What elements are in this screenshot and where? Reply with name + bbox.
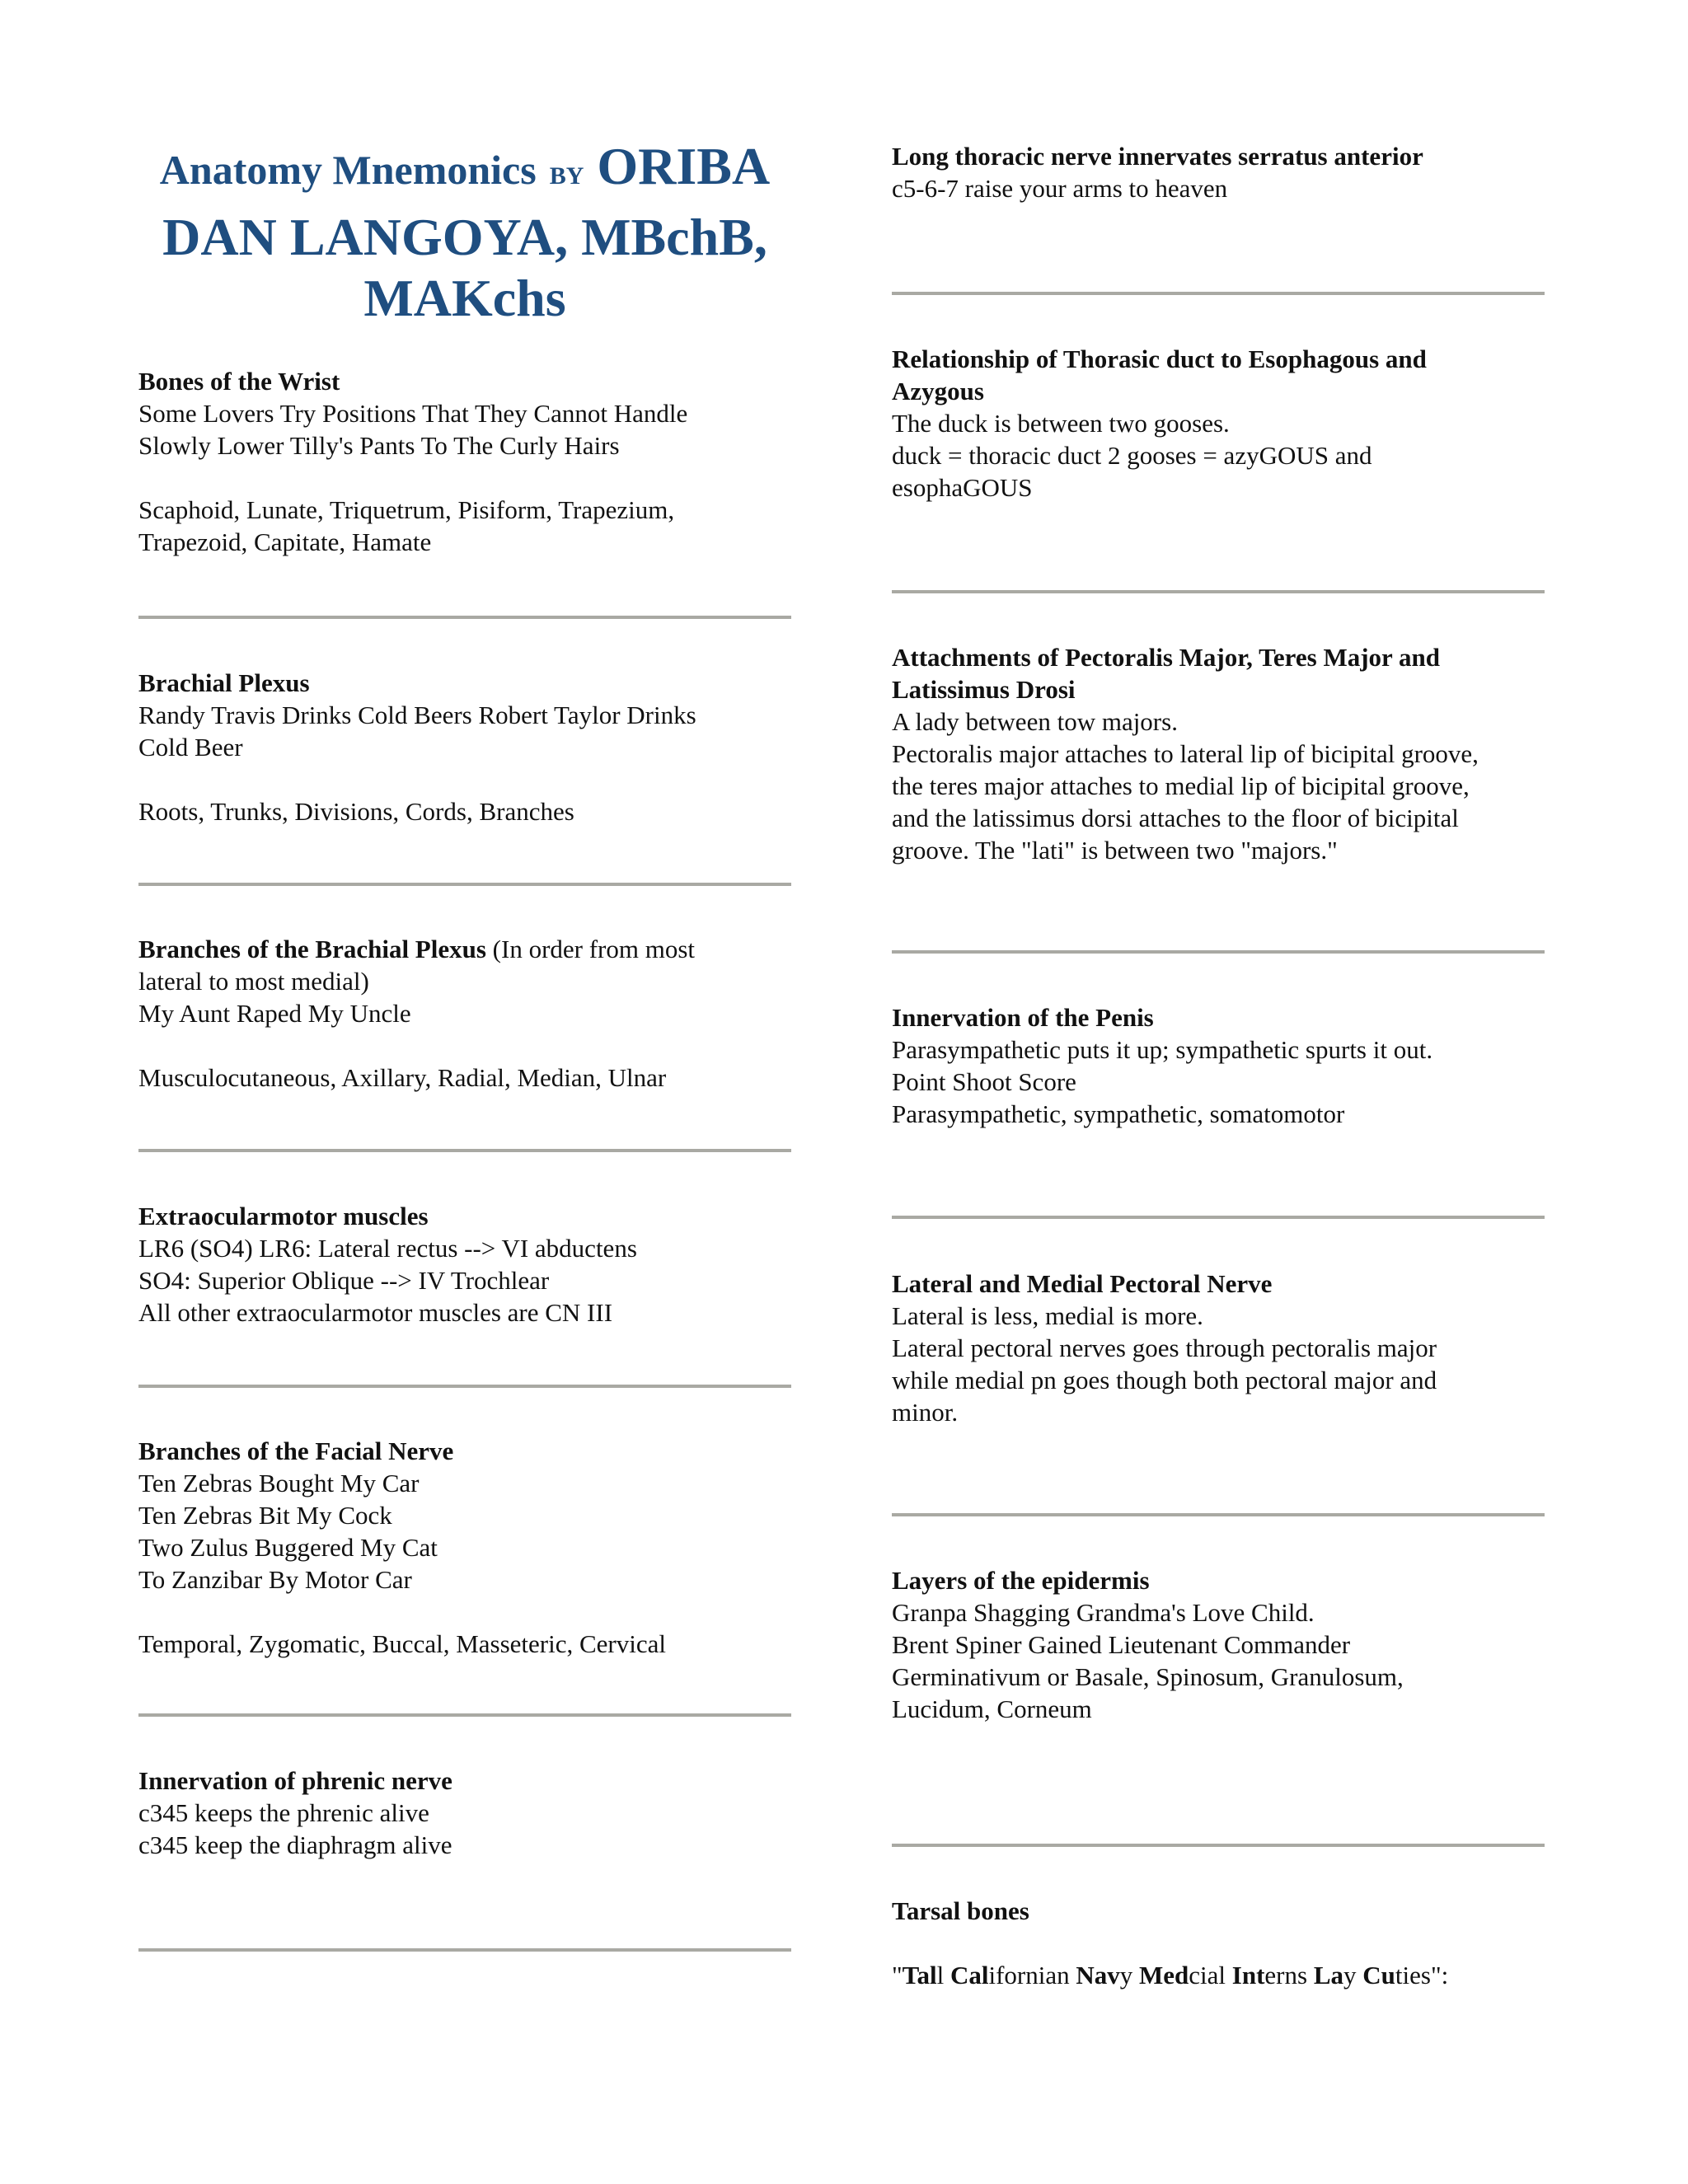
- section-line: Parasympathetic puts it up; sympathetic spurts it out.: [892, 1035, 1433, 1064]
- section-heading: Brachial Plexus: [138, 668, 310, 697]
- section-heading: Layers of the epidermis: [892, 1566, 1150, 1595]
- section-line: Ten Zebras Bought My Car: [138, 1469, 420, 1497]
- section-line: SO4: Superior Oblique --> IV Trochlear: [138, 1266, 550, 1295]
- divider: [138, 1948, 791, 1952]
- section-line: LR6 (SO4) LR6: Lateral rectus --> VI abductens: [138, 1234, 637, 1263]
- section-line: Granpa Shagging Grandma's Love Child.: [892, 1598, 1315, 1627]
- section-line: Lateral is less, medial is more.: [892, 1301, 1203, 1330]
- section-line: Slowly Lower Tilly's Pants To The Curly Hairs: [138, 431, 620, 460]
- divider: [138, 616, 791, 619]
- section-line: Randy Travis Drinks Cold Beers Robert Taylor Drinks: [138, 701, 696, 729]
- section-line: lateral to most medial): [138, 967, 369, 996]
- section-pectoralis: [892, 641, 1545, 866]
- section-pectoral-nerve: [892, 1268, 1545, 1428]
- section-thoracic-duct: [892, 343, 1545, 504]
- section-facial-nerve: [138, 1435, 791, 1660]
- section-brachial-plexus: [138, 667, 791, 827]
- divider: [138, 883, 791, 886]
- section-heading: Extraocularmotor muscles: [138, 1202, 429, 1230]
- section-line: Lucidum, Corneum: [892, 1694, 1092, 1723]
- section-line: A lady between tow majors.: [892, 707, 1178, 736]
- section-penis: [892, 1001, 1545, 1130]
- tarsal-segment: Nav: [1076, 1961, 1120, 1990]
- page-title: [138, 136, 791, 329]
- section-line: Parasympathetic, sympathetic, somatomotor: [892, 1099, 1345, 1128]
- section-line: c345 keep the diaphragm alive: [138, 1830, 452, 1859]
- section-heading: Branches of the Brachial Plexus: [138, 935, 486, 963]
- section-line: Point Shoot Score: [892, 1067, 1076, 1096]
- tarsal-segment: y: [1119, 1961, 1140, 1990]
- title-line2: DAN LANGOYA, MBchB,: [162, 208, 767, 266]
- tarsal-segment: La: [1313, 1961, 1344, 1990]
- divider: [892, 590, 1545, 593]
- section-line: Some Lovers Try Positions That They Cannot Handle: [138, 399, 688, 428]
- divider: [892, 1844, 1545, 1847]
- title-part2: ORIBA: [597, 137, 771, 195]
- tarsal-segment: Int: [1231, 1961, 1265, 1990]
- section-line: esophaGOUS: [892, 473, 1033, 502]
- section-heading: Long thoracic nerve innervates serratus anterior: [892, 142, 1423, 171]
- section-line: Roots, Trunks, Divisions, Cords, Branches: [138, 797, 574, 826]
- section-line: Musculocutaneous, Axillary, Radial, Median, Ulnar: [138, 1063, 667, 1092]
- section-heading: Bones of the Wrist: [138, 367, 340, 396]
- tarsal-segment: ": [892, 1961, 903, 1990]
- divider: [138, 1149, 791, 1152]
- tarsal-segment: Med: [1139, 1961, 1189, 1990]
- section-heading: Tarsal bones: [892, 1896, 1029, 1925]
- section-wrist: [138, 365, 791, 558]
- section-line: and the latissimus dorsi attaches to the floor of bicipital: [892, 804, 1459, 832]
- section-line: c345 keeps the phrenic alive: [138, 1798, 429, 1827]
- tarsal-segment: l: [936, 1961, 950, 1990]
- section-line: Ten Zebras Bit My Cock: [138, 1501, 392, 1530]
- tarsal-segment: Tal: [902, 1961, 937, 1990]
- section-line: the teres major attaches to medial lip of bicipital groove,: [892, 771, 1470, 800]
- section-heading-row: [138, 933, 791, 965]
- section-long-thoracic: [892, 140, 1545, 204]
- divider: [892, 292, 1545, 295]
- section-brachial-branches: [138, 933, 791, 1094]
- section-line: All other extraocularmotor muscles are CN III: [138, 1298, 613, 1327]
- section-line: Germinativum or Basale, Spinosum, Granulosum,: [892, 1662, 1404, 1691]
- title-part1: Anatomy Mnemonics: [159, 147, 537, 193]
- section-heading: Attachments of Pectoralis Major, Teres Major and: [892, 643, 1440, 672]
- section-line: Temporal, Zygomatic, Buccal, Masseteric, Cervical: [138, 1629, 666, 1658]
- section-heading: Azygous: [892, 377, 984, 405]
- tarsal-segment: ties":: [1395, 1961, 1449, 1990]
- section-line: Brent Spiner Gained Lieutenant Commander: [892, 1630, 1351, 1659]
- tarsal-mnemonic: [892, 1959, 1545, 1991]
- section-epidermis: [892, 1564, 1545, 1725]
- section-line: Pectoralis major attaches to lateral lip of bicipital groove,: [892, 739, 1479, 768]
- section-line: My Aunt Raped My Uncle: [138, 999, 411, 1028]
- section-line: Trapezoid, Capitate, Hamate: [138, 527, 432, 556]
- section-line: while medial pn goes though both pectoral major and: [892, 1366, 1437, 1394]
- tarsal-segment: ifornian: [988, 1961, 1076, 1990]
- tarsal-segment: cial: [1189, 1961, 1232, 1990]
- section-heading: Relationship of Thorasic duct to Esophagous and: [892, 344, 1427, 373]
- divider: [892, 1216, 1545, 1219]
- section-heading: Branches of the Facial Nerve: [138, 1436, 454, 1465]
- tarsal-segment: y: [1343, 1961, 1363, 1990]
- section-line: c5-6-7 raise your arms to heaven: [892, 174, 1228, 203]
- divider: [138, 1385, 791, 1388]
- tarsal-segment: Cal: [950, 1961, 989, 1990]
- section-line: groove. The "lati" is between two "majors.": [892, 836, 1338, 865]
- section-line: Scaphoid, Lunate, Triquetrum, Pisiform, Trapezium,: [138, 495, 675, 524]
- tarsal-segment: Cu: [1362, 1961, 1395, 1990]
- section-phrenic: [138, 1765, 791, 1861]
- section-line: Two Zulus Buggered My Cat: [138, 1533, 438, 1562]
- section-line: Lateral pectoral nerves goes through pectoralis major: [892, 1333, 1437, 1362]
- title-by: BY: [549, 162, 584, 190]
- section-line: To Zanzibar By Motor Car: [138, 1565, 412, 1594]
- section-line: The duck is between two gooses.: [892, 409, 1230, 438]
- divider: [138, 1713, 791, 1717]
- section-line: duck = thoracic duct 2 gooses = azyGOUS and: [892, 441, 1372, 470]
- section-heading-paren: (In order from most: [485, 935, 696, 963]
- section-extraocular: [138, 1200, 791, 1329]
- divider: [892, 1513, 1545, 1516]
- divider: [892, 950, 1545, 954]
- section-heading: Lateral and Medial Pectoral Nerve: [892, 1269, 1273, 1298]
- tarsal-segment: erns: [1264, 1961, 1314, 1990]
- section-heading: Innervation of phrenic nerve: [138, 1766, 452, 1795]
- section-line: minor.: [892, 1398, 959, 1427]
- section-tarsal: [892, 1895, 1545, 1991]
- title-line3: MAKchs: [363, 269, 566, 327]
- section-heading: Innervation of the Penis: [892, 1003, 1154, 1032]
- section-heading: Latissimus Drosi: [892, 675, 1076, 704]
- section-line: Cold Beer: [138, 733, 243, 762]
